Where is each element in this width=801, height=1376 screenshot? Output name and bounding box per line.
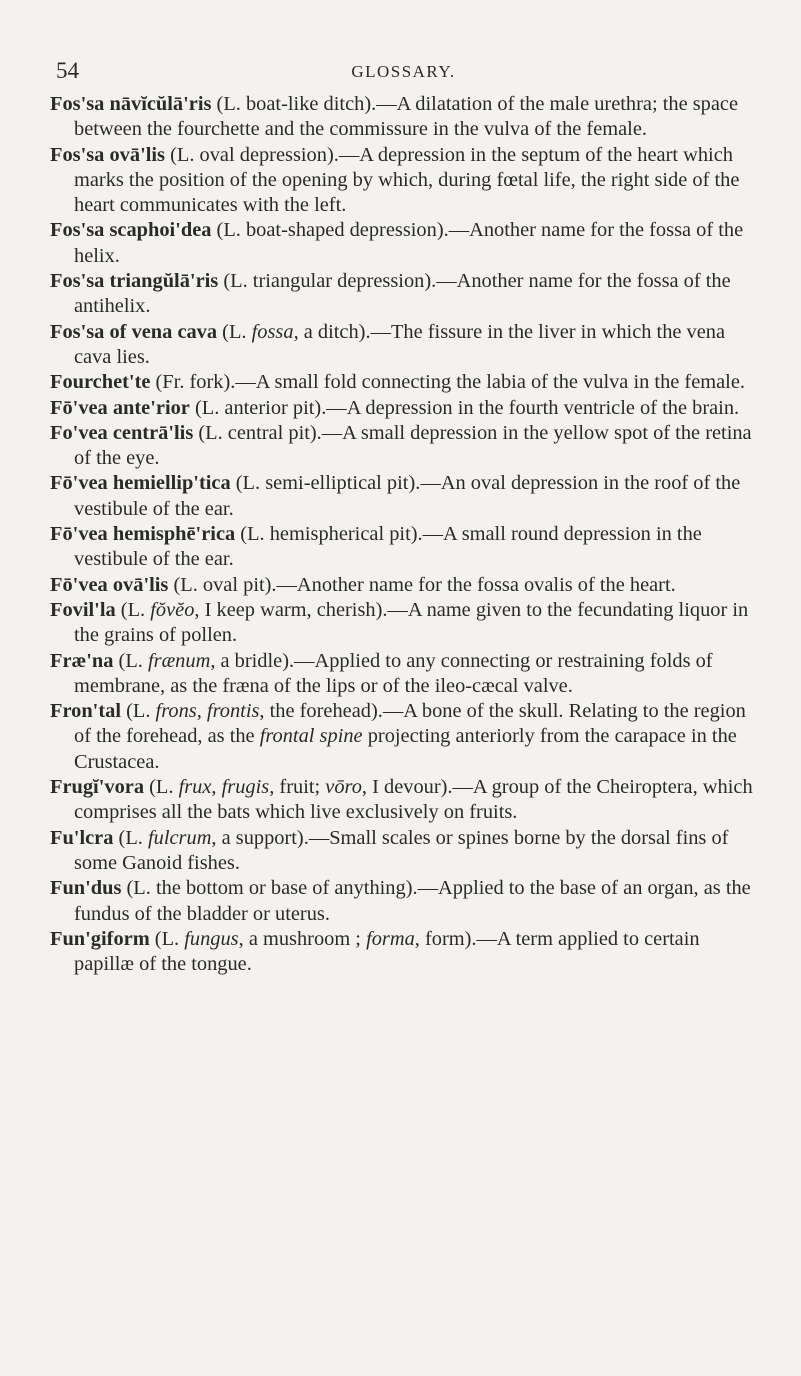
glossary-entry <box>50 396 757 421</box>
entry-definition-text: , I devour).—A group of the Cheiroptera, which comprises all the bats which live exclusively on fruits. <box>74 776 753 824</box>
entry-italic-term: fŏvĕo <box>150 598 195 621</box>
entry-definition-text: (L. oval depression).—A depression in the septum of the heart which marks the position of the opening by which, during fœtal life, the right side of the heart communicates with the left. <box>74 143 740 217</box>
glossary-entry <box>50 876 757 927</box>
entry-headword: Fron'tal <box>50 700 121 723</box>
entry-definition-text: (L. <box>149 927 185 950</box>
glossary-entry <box>50 699 757 775</box>
glossary-entry <box>50 927 757 978</box>
glossary-entry <box>50 573 757 598</box>
entry-italic-term: frugis <box>221 776 270 799</box>
entry-definition-text: (L. <box>115 598 151 621</box>
entry-definition-text: (L. oval pit).—Another name for the fossa ovalis of the heart. <box>168 573 676 596</box>
entry-definition-text: (L. boat-shaped depression).—Another name for the fossa of the helix. <box>74 219 744 267</box>
entry-headword: Fu'lcra <box>50 826 114 849</box>
glossary-entry <box>50 522 757 573</box>
entry-headword: Fō'vea ovā'lis <box>50 573 169 596</box>
entry-definition-text: (L. hemispherical pit).—A small round depression in the vestibule of the ear. <box>74 523 702 571</box>
page-header <box>50 58 757 92</box>
glossary-entry <box>50 143 757 219</box>
entry-headword: Fo'vea centrā'lis <box>50 421 194 444</box>
entry-definition-text: (L. central pit).—A small depression in the yellow spot of the retina of the eye. <box>74 421 752 470</box>
glossary-entry <box>50 218 757 269</box>
entry-definition-text: projecting anteriorly from the carapace in the Crustacea. <box>74 725 737 773</box>
entry-definition-text: , I keep warm, cherish).—A name given to the fecundating liquor in the grains of pollen. <box>74 598 749 647</box>
entry-headword: Fræ'na <box>50 649 114 672</box>
entry-definition-text: (Fr. fork).—A small fold connecting the labia of the vulva in the female. <box>150 371 745 394</box>
entry-headword: Fourchet'te <box>50 371 151 394</box>
entry-definition-text: , a support).—Small scales or spines borne by the dorsal fins of some Ganoid fishes. <box>74 826 729 874</box>
entry-definition-text: (L. triangular depression).—Another name for the fossa of the antihelix. <box>74 270 731 318</box>
entry-italic-term: frontal spine <box>259 725 363 748</box>
glossary-entry <box>50 826 757 877</box>
glossary-entry <box>50 370 757 395</box>
entry-definition-text: (L. <box>217 320 252 343</box>
entry-headword: Fō'vea ante'rior <box>50 396 190 419</box>
entry-definition-text: (L. <box>113 826 148 849</box>
entry-definition-text: , the forehead).—A bone of the skull. Relating to the region of the forehead, as the <box>74 700 746 748</box>
entry-italic-term: fungus <box>184 927 239 950</box>
entry-headword: Fos'sa scaphoi'dea <box>50 219 212 242</box>
glossary-entry <box>50 471 757 522</box>
entry-definition-text: (L. <box>113 649 148 672</box>
entry-headword: Frugĭ'vora <box>50 776 145 799</box>
entry-headword: Fos'sa nāvĭcŭlā'ris <box>50 93 212 115</box>
glossary-entries <box>50 92 757 977</box>
entry-italic-term: frænum <box>147 649 211 672</box>
entry-headword: Fō'vea hemiellip'tica <box>50 472 231 495</box>
glossary-entry <box>50 320 757 371</box>
entry-headword: Fovil'la <box>50 598 116 621</box>
glossary-entry <box>50 421 757 472</box>
entry-definition-text: , <box>196 700 207 723</box>
entry-definition-text: (L. anterior pit).—A depression in the fourth ventricle of the brain. <box>189 396 740 419</box>
entry-italic-term: fossa <box>251 320 294 343</box>
entry-italic-term: frontis <box>206 700 260 723</box>
entry-italic-term: fulcrum <box>147 826 212 849</box>
entry-definition-text: , a bridle).—Applied to any connecting or restraining folds of membrane, as the fræna of the lips or of the ileo-cæcal valve. <box>74 649 713 697</box>
entry-headword: Fō'vea hemisphē'rica <box>50 523 236 546</box>
entry-headword: Fun'giform <box>50 927 150 950</box>
entry-italic-term: frux <box>178 776 212 799</box>
entry-italic-term: forma <box>366 927 415 950</box>
entry-definition-text: (L. semi-elliptical pit).—An oval depression in the roof of the vestibule of the ear. <box>74 472 741 520</box>
entry-headword: Fos'sa of vena cava <box>50 320 218 343</box>
entry-italic-term: frons <box>155 700 197 723</box>
glossary-entry <box>50 598 757 649</box>
entry-headword: Fos'sa ovā'lis <box>50 143 165 166</box>
entry-definition-text: (L. <box>144 776 179 799</box>
entry-definition-text: , <box>211 776 222 799</box>
entry-definition-text: , a ditch).—The fissure in the liver in which the vena cava lies. <box>74 320 726 368</box>
entry-headword: Fun'dus <box>50 877 122 900</box>
entry-headword: Fos'sa triangŭlā'ris <box>50 270 219 293</box>
entry-definition-text: , a mushroom ; <box>238 927 367 950</box>
entry-definition-text: (L. <box>121 700 156 723</box>
entry-definition-text: , fruit; <box>269 776 326 799</box>
glossary-entry <box>50 269 757 320</box>
entry-definition-text: (L. the bottom or base of anything).—Applied to the base of an organ, as the fundus of the bladder or uterus. <box>74 877 751 925</box>
glossary-entry <box>50 775 757 826</box>
page-number: 54 <box>56 58 79 83</box>
entry-italic-term: vōro <box>325 776 362 799</box>
glossary-entry <box>50 649 757 700</box>
running-head: GLOSSARY. <box>351 62 456 81</box>
glossary-entry <box>50 92 757 143</box>
entry-definition-text: , form).—A term applied to certain papillæ of the tongue. <box>74 927 700 976</box>
entry-definition-text: (L. boat-like ditch).—A dilatation of the male urethra; the space between the fourchette and the commissure in the vulva of the female. <box>74 93 739 141</box>
